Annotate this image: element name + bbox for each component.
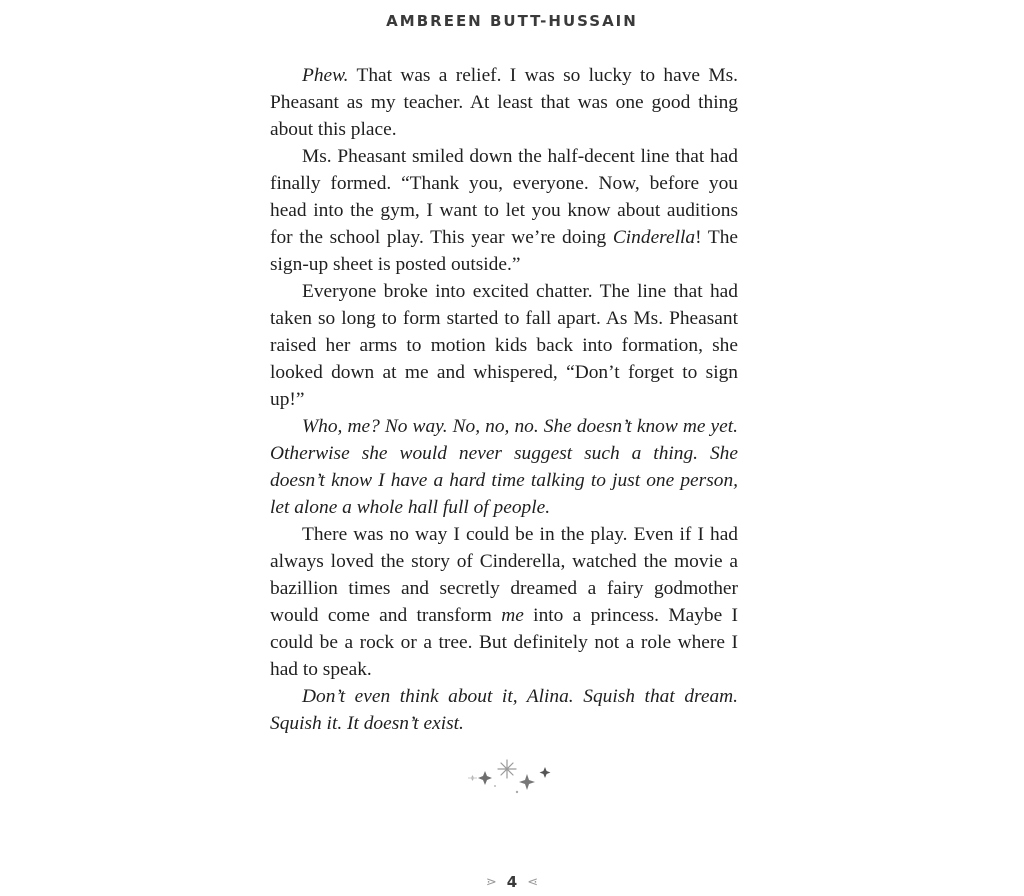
paragraph-1 [270, 62, 738, 143]
paragraph-2-italic: Cinderella [612, 227, 696, 248]
paragraph-1-text: That was a relief. I was so lucky to have Ms. Pheasant as my teacher. At least that was one good thing about this place. [270, 65, 738, 140]
paragraph-2 [270, 143, 738, 278]
running-head: AMBREEN BUTT-HUSSAIN [386, 12, 638, 30]
page-body [270, 62, 738, 737]
paragraph-5 [270, 521, 738, 683]
paragraph-2-text-b: ! The sign-up sheet is posted outside.” [270, 227, 738, 275]
folio-left-ornament: ⋗ [485, 874, 497, 890]
paragraph-1-italic: Phew. [302, 65, 349, 86]
sparkles-icon [457, 756, 567, 796]
paragraph-5-text-b: into a princess. Maybe I could be a rock or a tree. But definitely not a role where I had to speak. [270, 605, 739, 680]
paragraph-6: Don’t even think about it, Alina. Squish that dream. Squish it. It doesn’t exist. [270, 686, 738, 734]
paragraph-5-text-a: There was no way I could be in the play. Even if I had always loved the story of Cinderella, watched the movie a bazillion times and secretly dreamed a fairy godmother would come and transform [270, 524, 738, 626]
folio-right-ornament: ⋖ [527, 874, 539, 890]
paragraph-4: Who, me? No way. No, no, no. She doesn’t know me yet. Otherwise she would never suggest such a thing. She doesn’t know I have a hard time talking to just one person, let alone a whole hall full of people. [270, 416, 738, 518]
paragraph-2-text-a: Ms. Pheasant smiled down the half-decent line that had finally formed. “Thank you, everyone. Now, before you head into the gym, I want to let you know about auditions for the school play. This year we’re doing [270, 146, 738, 248]
paragraph-5-italic: me [501, 605, 524, 626]
scene-break-ornament [0, 756, 1024, 796]
page-number: 4 [506, 873, 518, 891]
page-footer [0, 872, 1024, 892]
paragraph-3: Everyone broke into excited chatter. The line that had taken so long to form started to fall apart. As Ms. Pheasant raised her arms to motion kids back into formation, she looked down at me and whispered, “Don’t forget to sign up!” [270, 281, 738, 410]
